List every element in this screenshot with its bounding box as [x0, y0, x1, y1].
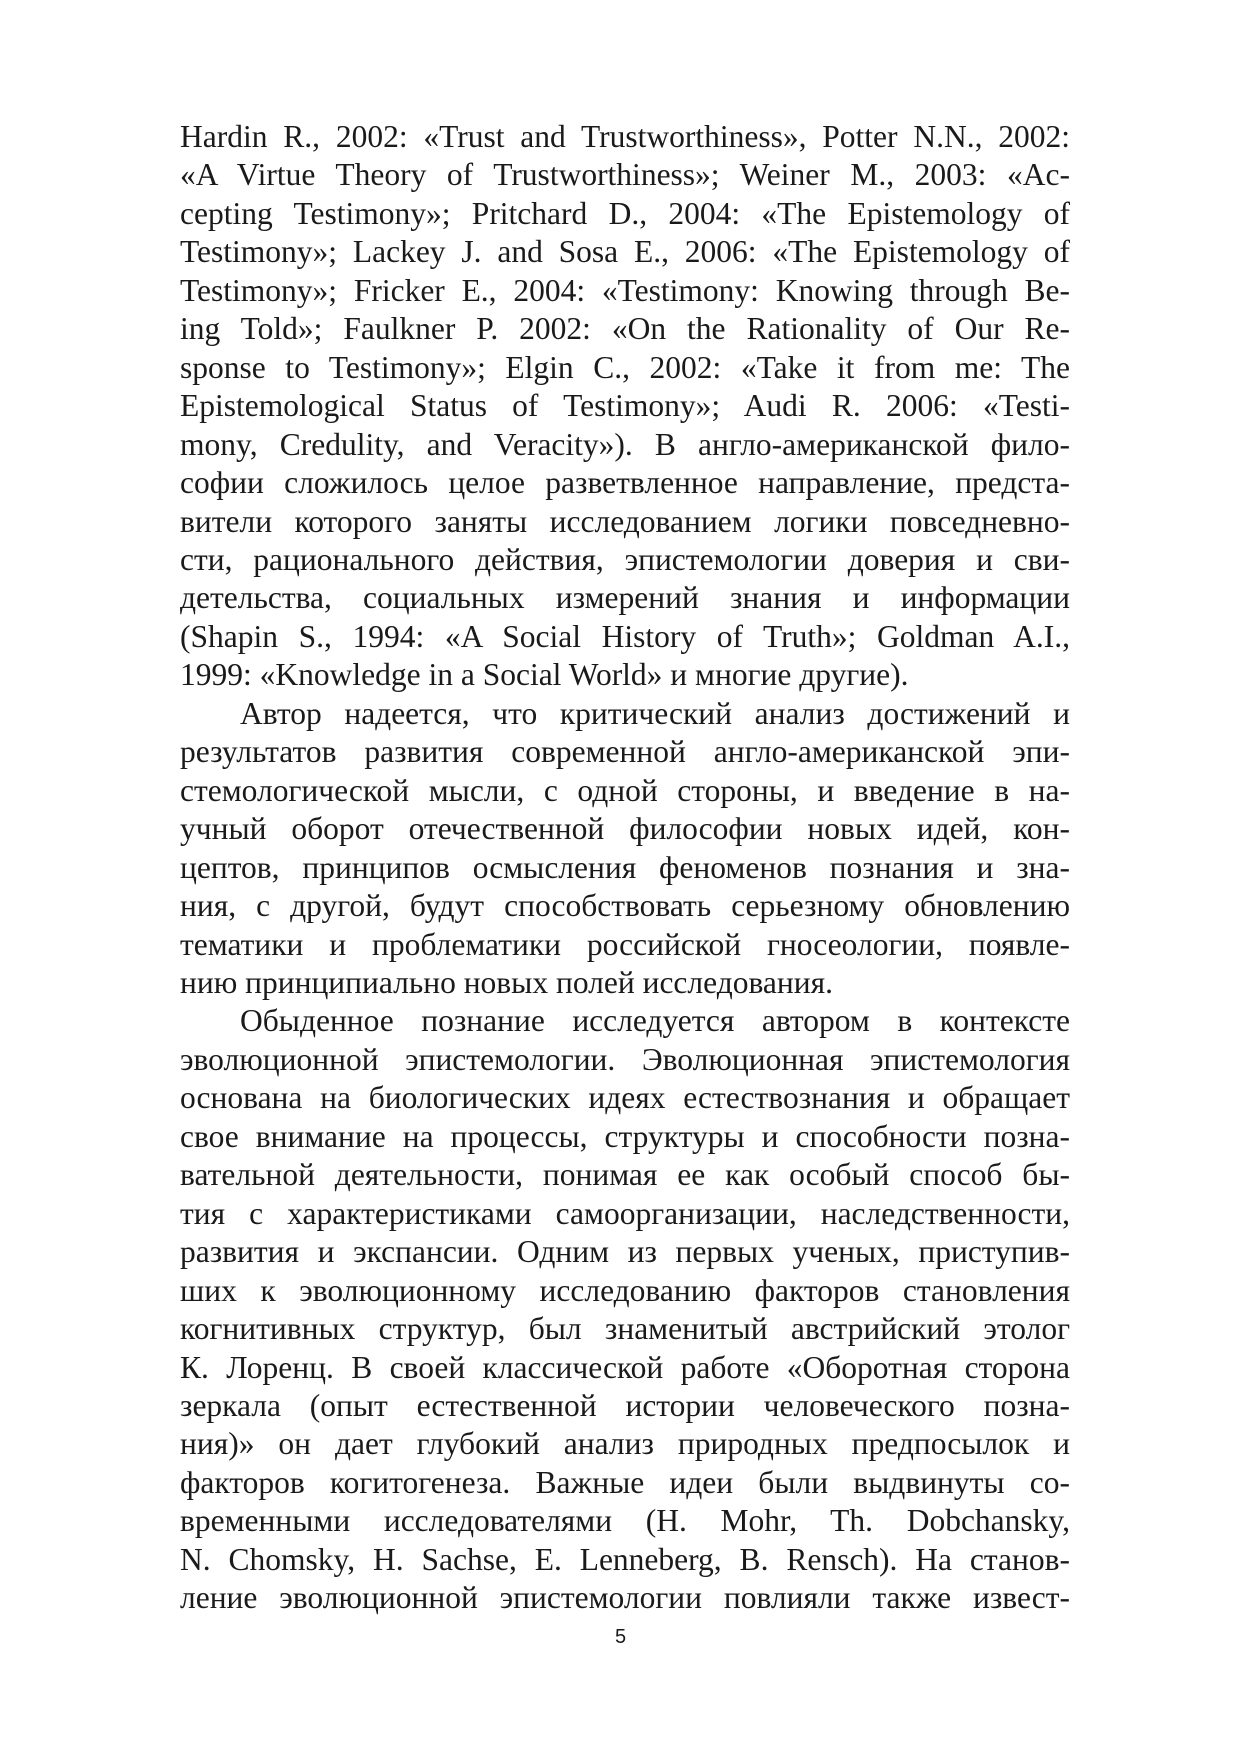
text-line: основана на биологических идеях естествознания и обращает: [180, 1080, 1070, 1116]
text-line: ing Told»; Faulkner P. 2002: «On the Rationality of Our Re-: [180, 311, 1070, 347]
text-line: стемологической мысли, с одной стороны, и введение в на-: [180, 772, 1070, 808]
text-line: сти, рационального действия, эпистемологии доверия и сви-: [180, 541, 1070, 577]
text-line: вители которого заняты исследованием логики повседневно-: [180, 503, 1070, 539]
text-line: ния)» он дает глубокий анализ природных предпосылок и: [180, 1426, 1070, 1462]
text-line: когнитивных структур, был знаменитый австрийский этолог: [180, 1311, 1070, 1347]
text-line: ление эволюционной эпистемологии повлияли также извест-: [180, 1580, 1070, 1616]
text-line: cepting Testimony»; Pritchard D., 2004: «The Epistemology of: [180, 195, 1070, 231]
text-line: учный оборот отечественной философии новых идей, кон-: [180, 811, 1070, 847]
text-line: эволюционной эпистемологии. Эволюционная эпистемология: [180, 1041, 1070, 1077]
text-line: ших к эволюционному исследованию факторов становления: [180, 1272, 1070, 1308]
text-line: развития и экспансии. Одним из первых ученых, приступив-: [180, 1234, 1070, 1270]
text-line: нию принципиально новых полей исследования.: [180, 964, 833, 1000]
paragraph: [180, 695, 1070, 1003]
text-line: вательной деятельности, понимая ее как особый способ бы-: [180, 1157, 1070, 1193]
text-line: sponse to Testimony»; Elgin C., 2002: «Take it from me: The: [180, 349, 1070, 385]
text-line: «A Virtue Theory of Trustworthiness»; Weiner M., 2003: «Ac-: [180, 157, 1070, 193]
text-line: Testimony»; Lackey J. and Sosa E., 2006: «The Epistemology of: [180, 234, 1070, 270]
text-line: Обыденное познание исследуется автором в контексте: [240, 1003, 1070, 1039]
text-line: результатов развития современной англо-американской эпи-: [180, 734, 1070, 770]
text-line: детельства, социальных измерений знания и информации: [180, 580, 1070, 616]
text-line: факторов когитогенеза. Важные идеи были выдвинуты со-: [180, 1464, 1070, 1500]
paragraph: [180, 118, 1070, 695]
text-line: свое внимание на процессы, структуры и способности позна-: [180, 1118, 1070, 1154]
page-number: 5: [614, 1626, 627, 1648]
text-line: N. Chomsky, H. Sachse, E. Lenneberg, B. Rensch). На станов-: [180, 1541, 1070, 1577]
text-line: (Shapin S., 1994: «A Social History of Truth»; Goldman A.I.,: [180, 618, 1070, 654]
paragraph: [180, 1002, 1070, 1617]
text-line: Автор надеется, что критический анализ достижений и: [240, 695, 1070, 731]
text-line: тия с характеристиками самоорганизации, наследственности,: [180, 1195, 1070, 1231]
text-line: Testimony»; Fricker E., 2004: «Testimony: Knowing through Be-: [180, 272, 1070, 308]
text-line: временными исследователями (H. Mohr, Th. Dobchansky,: [180, 1503, 1070, 1539]
text-line: К. Лоренц. В своей классической работе «Оборотная сторона: [180, 1349, 1070, 1385]
text-line: Epistemological Status of Testimony»; Audi R. 2006: «Testi-: [180, 388, 1070, 424]
text-line: mony, Credulity, and Veracity»). В англо-американской фило-: [180, 426, 1070, 462]
text-line: Hardin R., 2002: «Trust and Trustworthiness», Potter N.N., 2002:: [180, 119, 1070, 154]
text-line: цептов, принципов осмысления феноменов познания и зна-: [180, 849, 1070, 885]
text-line: тематики и проблематики российской гносеологии, появле-: [180, 926, 1070, 962]
text-line: ния, с другой, будут способствовать серьезному обновлению: [180, 888, 1070, 924]
text-line: 1999: «Knowledge in a Social World» и многие другие).: [180, 657, 909, 693]
text-body: [180, 118, 1070, 1618]
text-line: зеркала (опыт естественной истории человеческого позна-: [180, 1387, 1070, 1423]
text-line: софии сложилось целое разветвленное направление, предста-: [180, 465, 1070, 501]
